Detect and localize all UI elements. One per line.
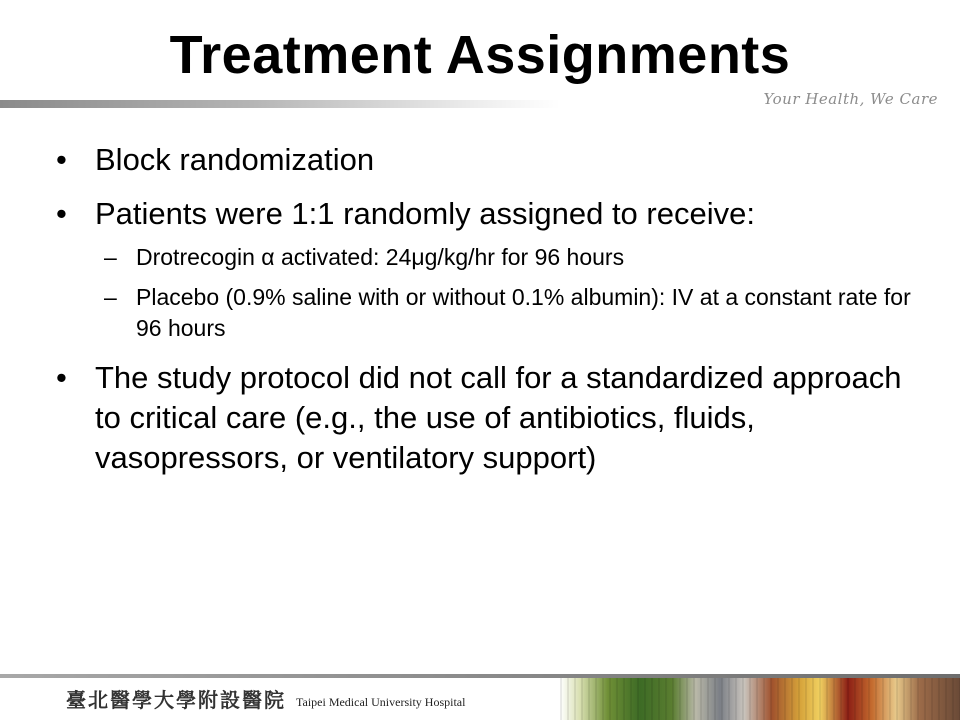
sub-bullet-item [56, 242, 916, 273]
slide-title: Treatment Assignments [169, 25, 791, 85]
sub-bullet-text: Drotrecogin α activated: 24μg/kg/hr for 96 hours [136, 244, 625, 270]
bullet-text: Block randomization [95, 142, 375, 177]
bullet-text: Patients were 1:1 randomly assigned to receive: [95, 196, 755, 231]
bullet-item [56, 140, 916, 180]
footer-photo-banner [560, 678, 960, 720]
tagline: Your Health, We Care [763, 90, 938, 108]
photo-banner-overlay [560, 678, 960, 720]
bullet-icon: • [56, 360, 67, 395]
bullet-list [56, 140, 916, 492]
dash-icon: – [104, 244, 117, 270]
bullet-item [56, 358, 916, 478]
sub-bullet-item [56, 282, 916, 344]
bullet-text: The study protocol did not call for a standardized approach to critical care (e.g., the use of antibiotics, fluids, vasopressors, or ventilatory support) [95, 360, 902, 475]
bullet-icon: • [56, 196, 67, 231]
bullet-icon: • [56, 142, 67, 177]
hospital-name-chinese: 臺北醫學大學附設醫院 [66, 688, 286, 712]
sub-bullet-text: Placebo (0.9% saline with or without 0.1% albumin): IV at a constant rate for 96 hours [136, 284, 911, 341]
hospital-name-english: Taipei Medical University Hospital [296, 695, 466, 709]
title-divider [0, 100, 560, 108]
dash-icon: – [104, 284, 117, 310]
bullet-item [56, 194, 916, 234]
